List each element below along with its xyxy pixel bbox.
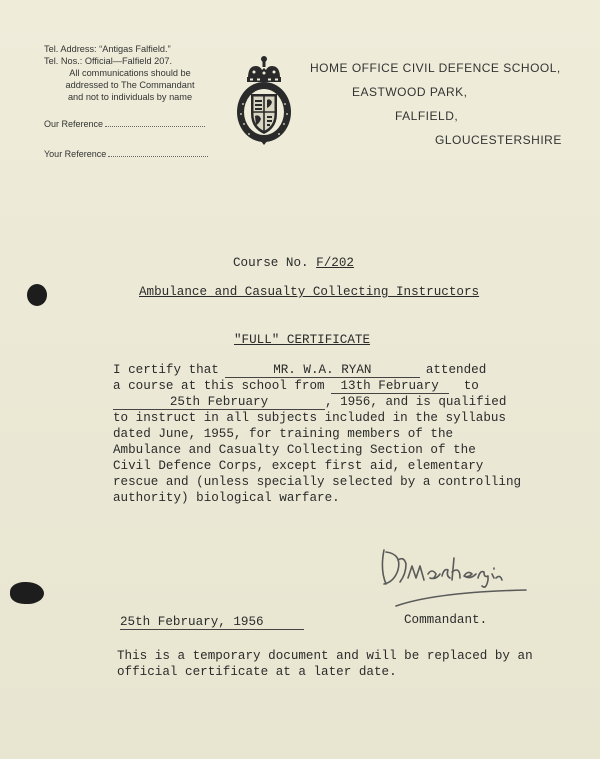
school-address-line: FALFIELD,: [395, 109, 459, 123]
body-line: authority) biological warfare.: [113, 491, 340, 505]
note-line: This is a temporary document and will be replaced by an: [117, 649, 533, 663]
body-line: [113, 362, 553, 378]
our-reference-label: Our Reference: [44, 119, 104, 129]
signatory-title: Commandant.: [404, 613, 488, 627]
body-line: Ambulance and Casualty Collecting Section of the: [113, 443, 476, 457]
reference-dotted-line: [108, 147, 208, 157]
body-line: [113, 378, 553, 394]
certificate-body: [113, 362, 553, 506]
body-line: dated June, 1955, for training members of the: [113, 427, 454, 441]
communications-note-line: addressed to The Commandant: [65, 80, 195, 90]
note-line: official certificate at a later date.: [117, 665, 397, 679]
course-number-line: [233, 256, 354, 270]
temporary-document-note: [117, 648, 567, 680]
letterhead-contact-block: [44, 43, 224, 103]
body-line: Civil Defence Corps, except first aid, elementary: [113, 459, 484, 473]
our-reference-field: [44, 117, 205, 129]
body-text: , 1956, and is qualified: [325, 395, 507, 409]
body-text: to: [463, 379, 479, 393]
punch-hole: [27, 284, 47, 306]
body-line: rescue and (unless specially selected by a controlling: [113, 475, 522, 489]
course-end-date: 25th February: [113, 395, 325, 410]
course-start-date: 13th February: [331, 379, 449, 394]
body-line: [113, 394, 553, 410]
course-title: Ambulance and Casualty Collecting Instructors: [139, 285, 480, 299]
communications-note-line: All communications should be: [69, 68, 191, 78]
recipient-name: MR. W.A. RYAN: [225, 363, 420, 378]
body-text: attended: [425, 363, 487, 377]
reference-dotted-line: [105, 117, 205, 127]
royal-crest-icon: [234, 54, 294, 146]
your-reference-label: Your Reference: [44, 149, 107, 159]
issue-date: 25th February, 1956: [120, 615, 304, 630]
body-text: I certify that: [113, 363, 219, 377]
certificate-title: "FULL" CERTIFICATE: [234, 333, 371, 347]
commandant-signature: [376, 540, 536, 612]
course-number-label: Course No.: [233, 256, 309, 270]
body-line: to instruct in all subjects included in the syllabus: [113, 411, 506, 425]
issue-date-line: [120, 615, 304, 630]
body-text: a course at this school from: [113, 379, 325, 393]
punch-hole: [10, 582, 44, 604]
communications-note-line: and not to individuals by name: [67, 92, 193, 102]
course-number: F/202: [316, 256, 354, 270]
school-name: HOME OFFICE CIVIL DEFENCE SCHOOL,: [310, 61, 561, 75]
tel-numbers: Tel. Nos.: Official—Falfield 207.: [44, 56, 172, 66]
school-address-line: EASTWOOD PARK,: [352, 85, 468, 99]
your-reference-field: [44, 147, 208, 159]
school-address-line: GLOUCESTERSHIRE: [435, 133, 562, 147]
tel-address: Tel. Address: “Antigas Falfield.”: [44, 44, 171, 54]
